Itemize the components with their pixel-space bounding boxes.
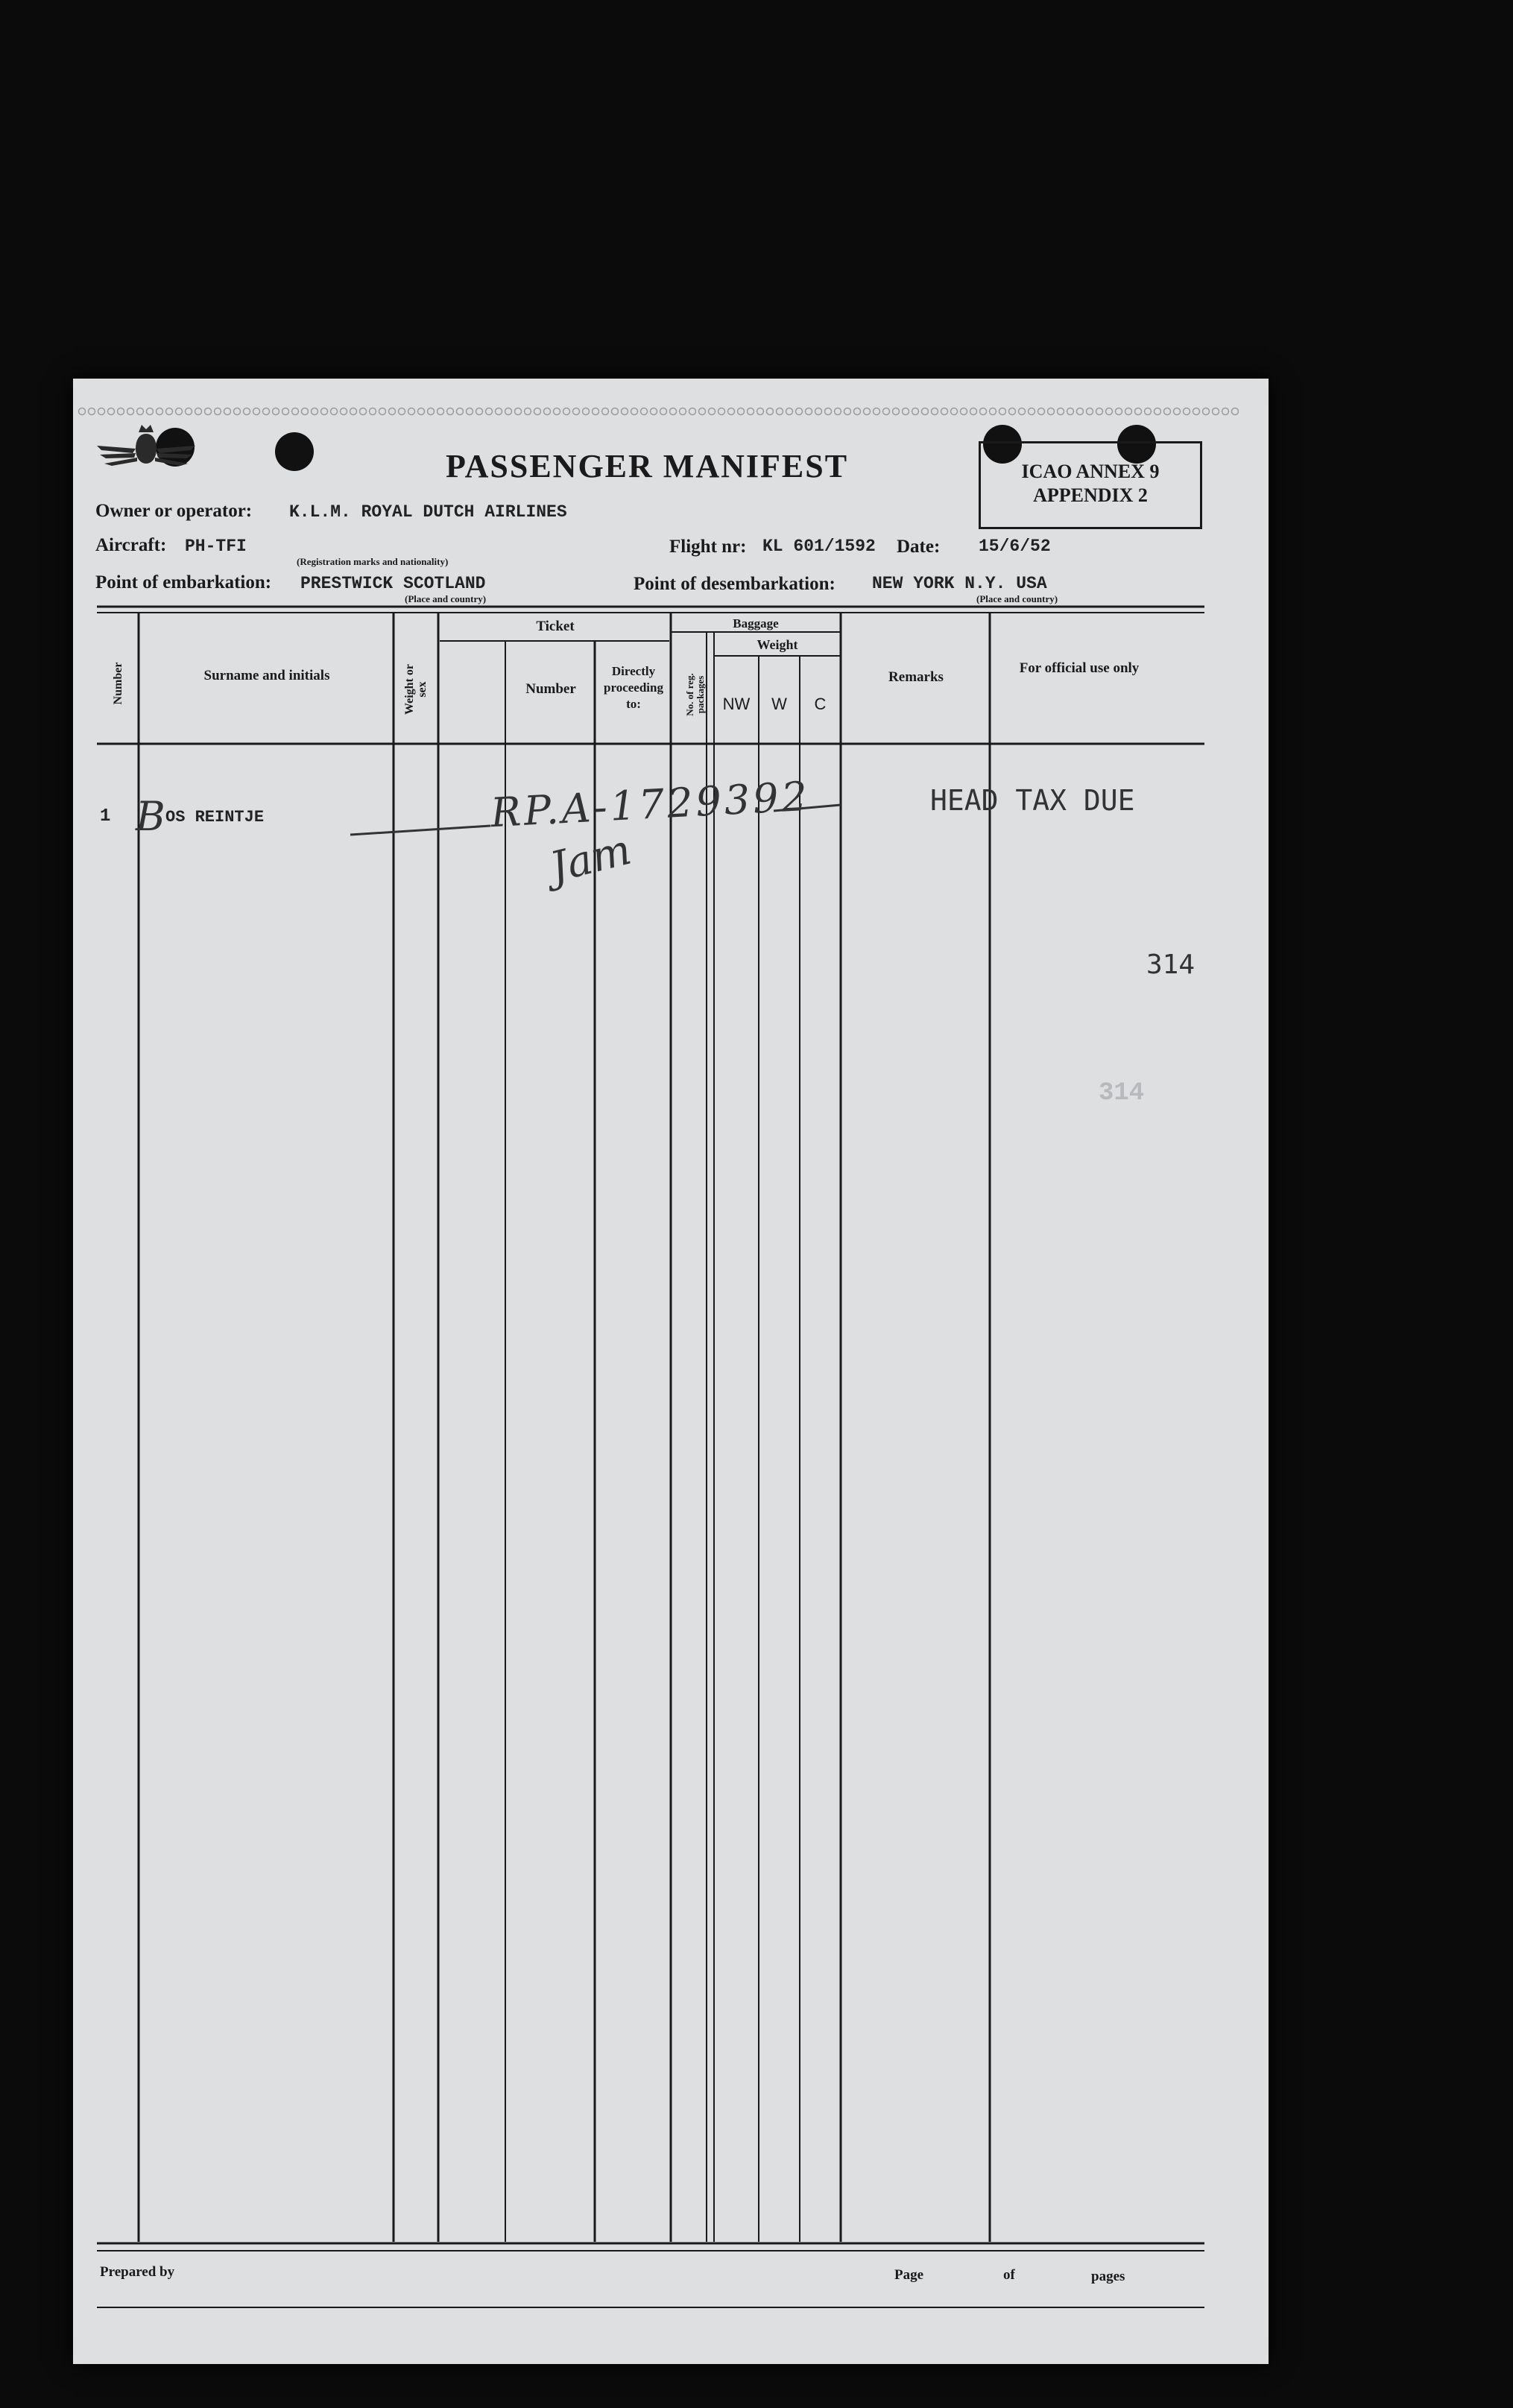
- column-header-weight-or-sex: Weight or sex: [403, 664, 429, 715]
- page-label: Page: [894, 2267, 924, 2283]
- column-header-nw: NW: [722, 695, 751, 713]
- row-ticket-number: RP.A-1729392: [489, 772, 812, 837]
- column-header-reg-packages: No. of reg. packages: [684, 673, 706, 716]
- disembark-value: NEW YORK N.Y. USA: [872, 574, 1047, 593]
- aircraft-value: PH-TFI: [185, 537, 247, 556]
- column-header-number: Number: [112, 662, 124, 705]
- column-group-weight: Weight: [756, 637, 798, 652]
- flight-value: KL 601/1592: [762, 537, 876, 556]
- row-hand-note: Jam: [545, 825, 637, 893]
- column-header-ticket-number: Number: [525, 681, 576, 697]
- column-group-baggage: Baggage: [733, 616, 779, 631]
- number-stamp: 314: [1146, 949, 1195, 980]
- embark-label: Point of embarkation:: [95, 572, 272, 592]
- of-label: of: [1003, 2267, 1015, 2283]
- flight-label: Flight nr:: [669, 537, 747, 557]
- column-header-c: C: [814, 695, 827, 713]
- column-header-official-use: For official use only: [1019, 660, 1140, 676]
- column-group-ticket: Ticket: [536, 619, 575, 634]
- row-surname-initial: B: [136, 793, 165, 840]
- embark-value: PRESTWICK SCOTLAND: [300, 574, 486, 593]
- disembark-note: (Place and country): [976, 593, 1058, 604]
- column-header-remarks: Remarks: [888, 669, 944, 685]
- date-value: 15/6/52: [979, 537, 1051, 556]
- prepared-by-label: Prepared by: [100, 2264, 175, 2280]
- owner-label: Owner or operator:: [95, 501, 253, 521]
- date-label: Date:: [897, 537, 941, 557]
- aircraft-label: Aircraft:: [95, 535, 167, 555]
- row-surname: OS REINTJE: [165, 808, 265, 827]
- manifest-sheet: [73, 379, 1269, 2364]
- column-header-w: W: [771, 695, 787, 713]
- faint-number-stamp: 314: [1099, 1079, 1145, 1107]
- column-header-directly-proceeding: Directly proceeding to:: [604, 664, 663, 711]
- owner-value: K.L.M. ROYAL DUTCH AIRLINES: [289, 502, 567, 522]
- row-number: 1: [100, 806, 111, 827]
- aircraft-note: (Registration marks and nationality): [297, 556, 449, 567]
- icao-appendix-line: APPENDIX 2: [1033, 484, 1148, 506]
- disembark-label: Point of desembarkation:: [634, 574, 836, 594]
- column-header-surname: Surname and initials: [203, 668, 330, 683]
- embark-note: (Place and country): [405, 593, 487, 604]
- row-remarks: HEAD TAX DUE: [930, 784, 1135, 817]
- pages-label: pages: [1091, 2269, 1125, 2284]
- icao-annex-line: ICAO ANNEX 9: [1021, 461, 1160, 482]
- page-title: PASSENGER MANIFEST: [446, 448, 849, 484]
